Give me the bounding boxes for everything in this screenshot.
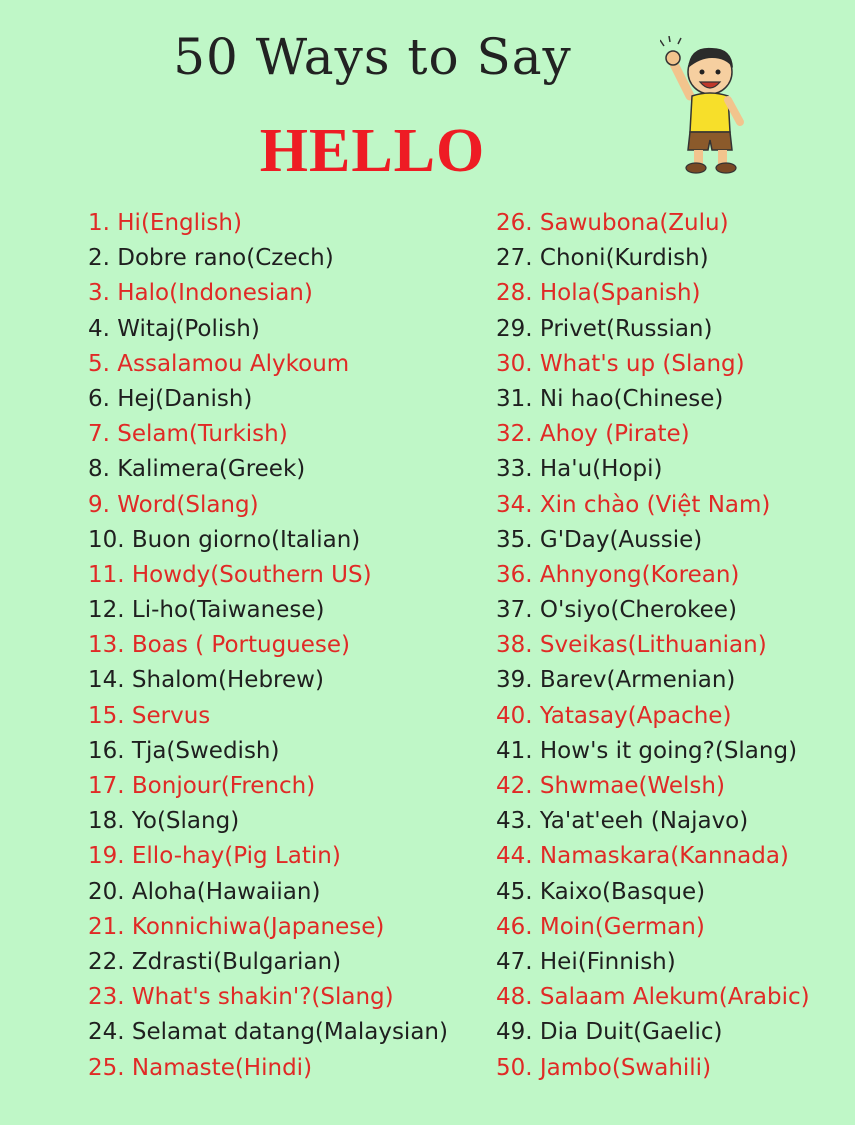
greeting-item: 16. Tja(Swedish) [88, 737, 280, 764]
title-text: 50 Ways to Say [173, 28, 572, 86]
greeting-item: 8. Kalimera(Greek) [88, 456, 306, 483]
greeting-item: 23. What's shakin'?(Slang) [88, 984, 394, 1011]
greeting-item: 48. Salaam Alekum(Arabic) [496, 984, 810, 1011]
greeting-item: 12. Li-ho(Taiwanese) [88, 597, 325, 624]
greeting-item: 39. Barev(Armenian) [496, 667, 736, 694]
greeting-item: 44. Namaskara(Kannada) [496, 843, 789, 870]
greeting-item: 5. Assalamou Alykoum [88, 350, 350, 377]
greeting-item: 14. Shalom(Hebrew) [88, 667, 324, 694]
greeting-item: 33. Ha'u(Hopi) [496, 456, 663, 483]
greeting-item: 37. O'siyo(Cherokee) [496, 597, 737, 624]
greeting-item: 4. Witaj(Polish) [88, 315, 260, 342]
greeting-item: 46. Moin(German) [496, 913, 705, 940]
greeting-item: 26. Sawubona(Zulu) [496, 210, 729, 236]
greeting-item: 27. Choni(Kurdish) [496, 245, 709, 272]
greeting-item: 13. Boas ( Portuguese) [88, 632, 351, 659]
greeting-item: 17. Bonjour(French) [88, 773, 316, 799]
greeting-item: 24. Selamat datang(Malaysian) [88, 1019, 448, 1046]
greeting-item: 47. Hei(Finnish) [496, 948, 676, 975]
greeting-item: 40. Yatasay(Apache) [496, 702, 732, 729]
greeting-item: 1. Hi(English) [88, 210, 242, 236]
greeting-item: 29. Privet(Russian) [496, 315, 713, 342]
greeting-item: 45. Kaixo(Basque) [496, 878, 706, 905]
greeting-item: 50. Jambo(Swahili) [496, 1054, 712, 1081]
greeting-item: 49. Dia Duit(Gaelic) [496, 1019, 723, 1046]
greeting-item: 30. What's up (Slang) [496, 350, 745, 377]
greeting-item: 18. Yo(Slang) [88, 808, 240, 835]
greeting-item: 6. Hej(Danish) [88, 385, 253, 412]
greeting-item: 43. Ya'at'eeh (Najavo) [496, 808, 749, 835]
greeting-item: 28. Hola(Spanish) [496, 280, 701, 307]
greeting-item: 35. G'Day(Aussie) [496, 526, 703, 553]
greeting-item: 3. Halo(Indonesian) [88, 280, 313, 307]
greeting-item: 21. Konnichiwa(Japanese) [88, 913, 385, 940]
greeting-item: 20. Aloha(Hawaiian) [88, 878, 321, 905]
greetings-list-right [496, 206, 846, 1086]
greeting-item: 42. Shwmae(Welsh) [496, 773, 725, 799]
greeting-item: 31. Ni hao(Chinese) [496, 385, 724, 412]
greeting-item: 15. Servus [88, 702, 211, 729]
greetings-list-left [88, 206, 478, 1086]
greeting-item: 36. Ahnyong(Korean) [496, 561, 740, 588]
greeting-item: 9. Word(Slang) [88, 491, 259, 518]
greeting-item: 34. Xin chào (Việt Nam) [496, 491, 771, 518]
greeting-item: 7. Selam(Turkish) [88, 421, 288, 448]
greeting-item: 11. Howdy(Southern US) [88, 561, 372, 588]
greeting-item: 19. Ello-hay(Pig Latin) [88, 843, 341, 870]
greeting-item: 25. Namaste(Hindi) [88, 1054, 313, 1081]
waving-boy-icon [660, 36, 760, 176]
greeting-item: 2. Dobre rano(Czech) [88, 245, 334, 272]
greeting-item: 38. Sveikas(Lithuanian) [496, 632, 767, 659]
greeting-item: 32. Ahoy (Pirate) [496, 421, 690, 448]
greeting-item: 41. How's it going?(Slang) [496, 737, 798, 764]
greeting-item: 22. Zdrasti(Bulgarian) [88, 948, 342, 975]
subtitle-text: HELLO [259, 117, 486, 185]
greeting-item: 10. Buon giorno(Italian) [88, 526, 361, 553]
